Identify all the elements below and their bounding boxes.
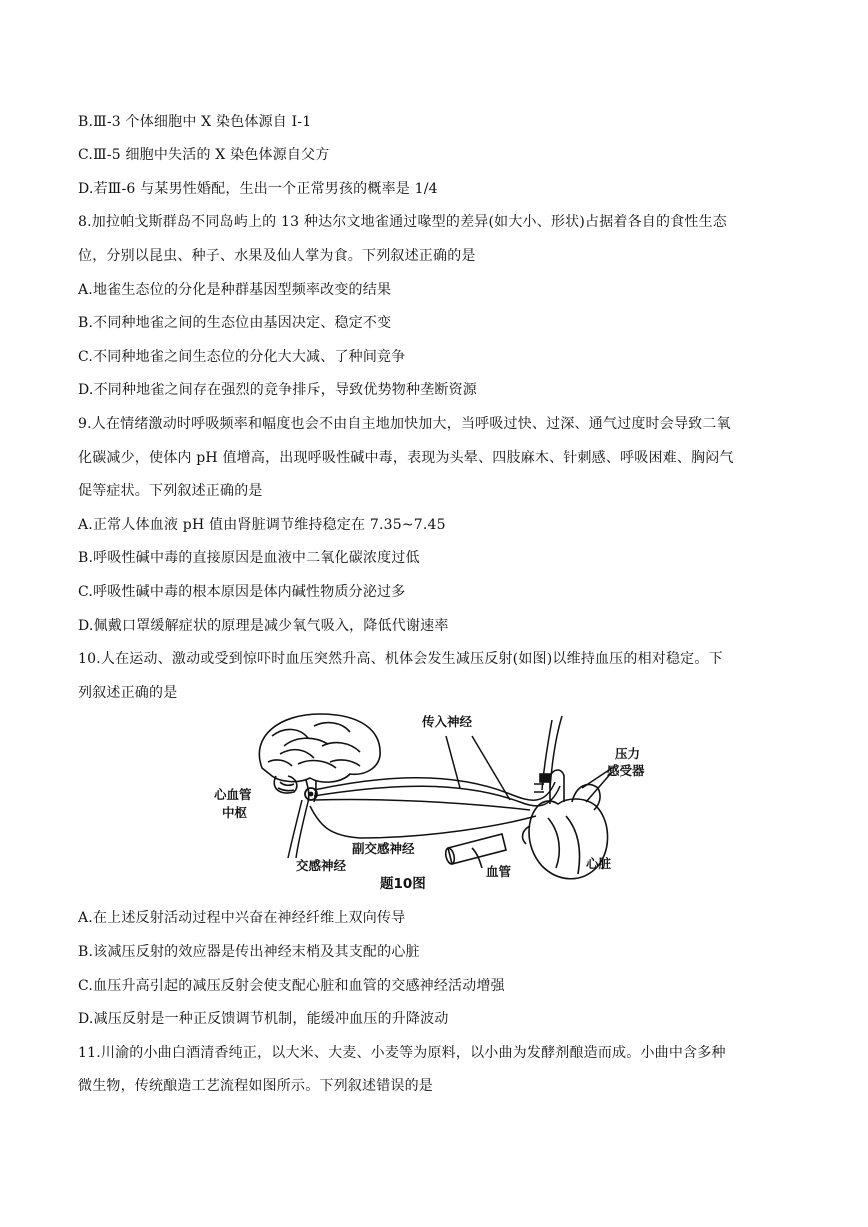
- text-line: B.Ⅲ-3 个体细胞中 X 染色体源自 I-1: [78, 114, 312, 130]
- text-line: 化碳减少，使体内 pH 值增高，出现呼吸性碱中毒，表现为头晕、四肢麻木、针刺感、呼吸困难、胸闷气: [78, 450, 734, 466]
- text-line: D.不同种地雀之间存在强烈的竞争排斥，导致优势物种垄断资源: [78, 382, 477, 398]
- label-pressure-receptor-2: 感受器: [607, 763, 645, 778]
- text-line: C.呼吸性碱中毒的根本原因是体内碱性物质分泌过多: [78, 584, 406, 600]
- text-line: B.不同种地雀之间的生态位由基因决定、稳定不变: [78, 315, 392, 331]
- text-line: 微生物，传统酿造工艺流程如图所示。下列叙述错误的是: [78, 1078, 433, 1094]
- text-line: A.在上述反射活动过程中兴奋在神经纤维上双向传导: [78, 910, 406, 926]
- text-line: 列叙述正确的是: [78, 685, 178, 701]
- label-pressure-receptor-1: 压力: [615, 746, 641, 761]
- label-sympathetic-nerve: 交感神经: [296, 858, 347, 873]
- text-line: B.该减压反射的效应器是传出神经末梢及其支配的心脏: [78, 944, 420, 960]
- blood-vessel: [444, 834, 506, 868]
- text-line: C.Ⅲ-5 细胞中失活的 X 染色体源自父方: [78, 147, 330, 163]
- text-line: A.地雀生态位的分化是种群基因型频率改变的结果: [78, 282, 392, 298]
- text-line: 促等症状。下列叙述正确的是: [78, 483, 263, 499]
- text-line: C.不同种地雀之间生态位的分化大大减、了种间竞争: [78, 349, 406, 365]
- label-heart: 心脏: [586, 856, 612, 871]
- text-line: 8.加拉帕戈斯群岛不同岛屿上的 13 种达尔文地雀通过喙型的差异(如大小、形状)占据着各自的食性生态: [78, 214, 727, 230]
- label-cardiovascular-center-1: 心血管: [214, 787, 252, 802]
- label-afferent-nerve: 传入神经: [422, 714, 473, 729]
- text-line: D.佩戴口罩缓解症状的原理是减少氧气吸入，降低代谢速率: [78, 618, 449, 634]
- label-blood-vessel: 血管: [486, 864, 512, 879]
- text-line: 9.人在情绪激动时呼吸频率和幅度也会不由自主地加快加大，当呼吸过快、过深、通气过度时会导致二氧: [78, 416, 731, 432]
- text-line: B.呼吸性碱中毒的直接原因是血液中二氧化碳浓度过低: [78, 550, 420, 566]
- text-line: 10.人在运动、激动或受到惊吓时血压突然升高、机体会发生减压反射(如图)以维持血压的相对稳定。下: [78, 651, 723, 667]
- text-line: C.血压升高引起的减压反射会使支配心脏和血管的交感神经活动增强: [78, 978, 505, 994]
- text-line: 位，分别以昆虫、种子、水果及仙人掌为食。下列叙述正确的是: [78, 248, 476, 264]
- label-cardiovascular-center-2: 中枢: [222, 805, 248, 820]
- text-line: D.若Ⅲ-6 与某男性婚配，生出一个正常男孩的概率是 1/4: [78, 181, 438, 197]
- text-line: A.正常人体血液 pH 值由肾脏调节维持稳定在 7.35~7.45: [78, 517, 446, 533]
- reflex-diagram: [210, 706, 650, 892]
- figure-caption: 题10图: [380, 876, 426, 892]
- label-parasympathetic-nerve: 副交感神经: [352, 841, 415, 856]
- text-line: D.减压反射是一种正反馈调节机制，能缓冲血压的升降波动: [78, 1011, 449, 1027]
- text-line: 11.川渝的小曲白酒清香纯正，以大米、大麦、小麦等为原料，以小曲为发酵剂酿造而成。小曲中含多种: [78, 1045, 726, 1061]
